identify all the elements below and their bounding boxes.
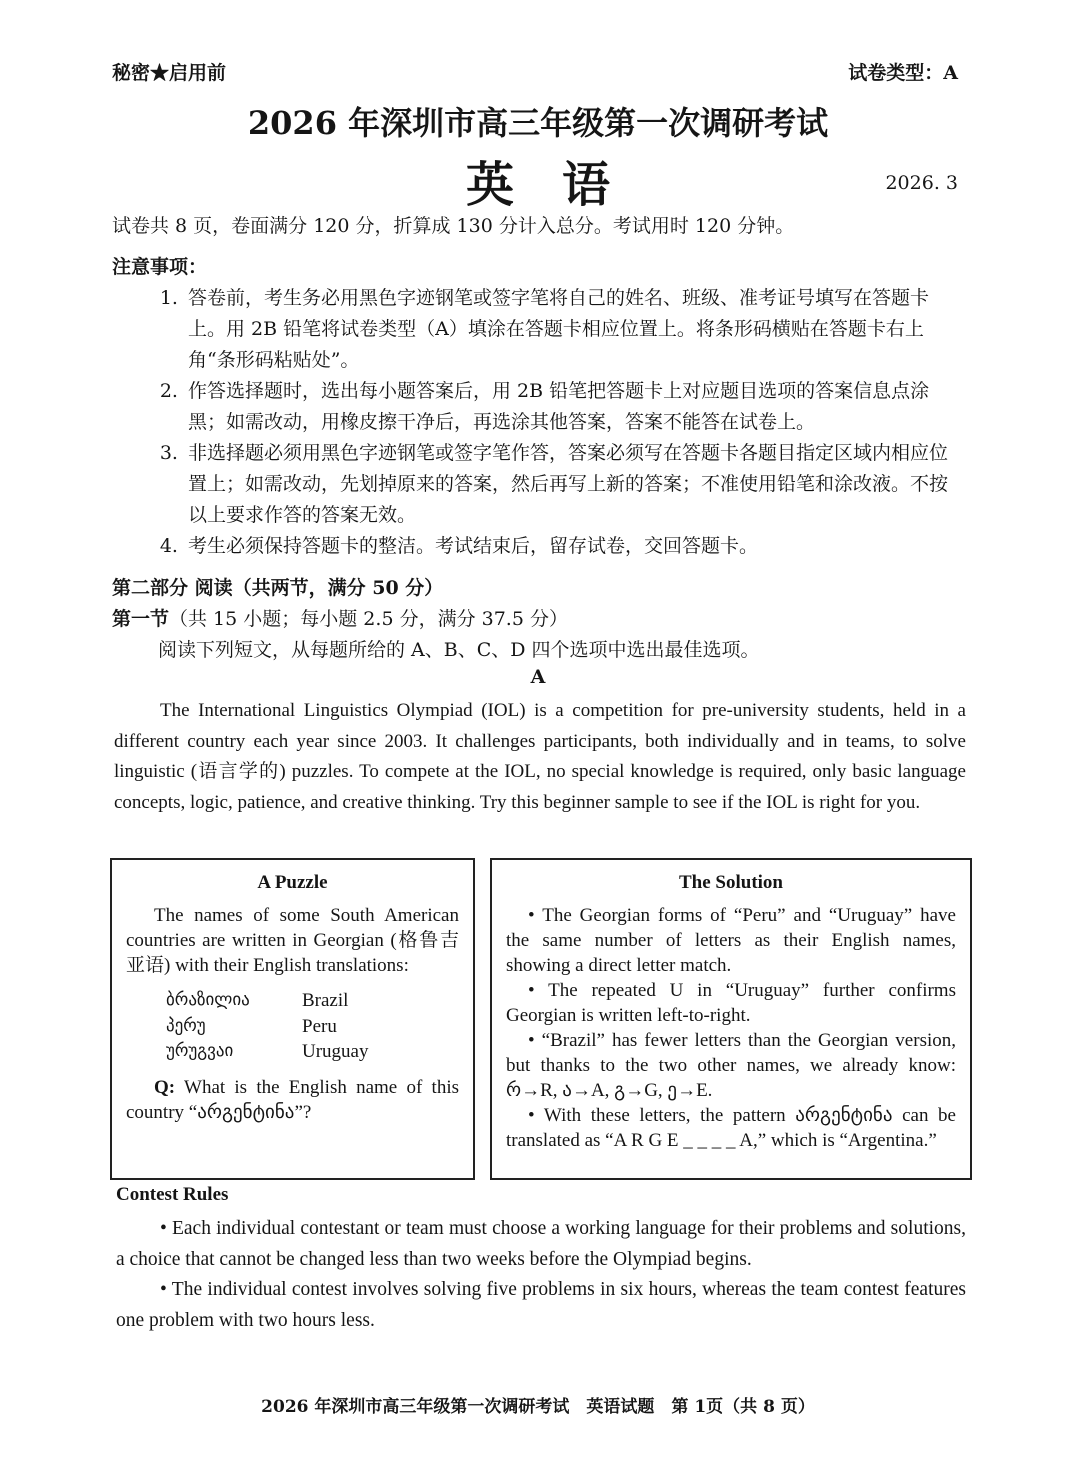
exam-date: 2026. 3 (885, 172, 958, 194)
paper-type-label: 试卷类型：A (848, 62, 958, 84)
notes-list (112, 283, 964, 562)
solution-title: The Solution (678, 872, 783, 893)
reading-instruction: 阅读下列短文，从每题所给的 A、B、C、D 四个选项中选出最佳选项。 (158, 639, 760, 661)
section-label: 第一节 (112, 608, 170, 630)
solution-bullet: • The Georgian forms of “Peru” and “Uruguay” have the same number of letters as their English names, showing a direct letter match. (506, 905, 956, 976)
exam-summary: 试卷共 8 页，卷面满分 120 分，折算成 130 分计入总分。考试用时 120 分钟。 (112, 215, 795, 237)
secret-label: 秘密★启用前 (112, 62, 227, 84)
translation-row (166, 1014, 459, 1040)
passage-label: A (530, 666, 546, 688)
passage-intro: The International Linguistics Olympiad (IOL) is a competition for pre-university students, held in a different country each year since 2003. It challenges participants, both individually and in teams, to solve linguistic (语言学的) puzzles. To compete at the IOL, no special knowledge is required, only basic language concepts, logic, patience, and creative thinking. Try this beginner sample to see if the IOL is right for you. (114, 700, 966, 813)
translation-row (166, 988, 459, 1014)
note-item: 1. 答卷前，考生务必用黑色字迹钢笔或签字笔将自己的姓名、班级、准考证号填写在答题卡上。用 2B 铅笔将试卷类型（A）填涂在答题卡相应位置上。将条形码横贴在答题卡右上角“条形码粘贴处”。 (184, 283, 964, 376)
puzzle-question (126, 1075, 459, 1125)
note-item: 4. 考生必须保持答题卡的整洁。考试结束后，留存试卷，交回答题卡。 (184, 531, 964, 562)
georgian-word: პერუ (166, 1015, 206, 1036)
section-detail: （共 15 小题；每小题 2.5 分，满分 37.5 分） (169, 608, 568, 630)
rule-item: • The individual contest involves solving five problems in six hours, whereas the team contest features one problem with two hours less. (116, 1279, 966, 1331)
solution-box (490, 858, 972, 1180)
rule-item: • Each individual contestant or team must choose a working language for their problems and solutions, a choice that cannot be changed less than two weeks before the Olympiad begins. (116, 1218, 966, 1270)
question-text: What is the English name of this country “არგენტინა”? (126, 1076, 459, 1123)
english-word: Uruguay (302, 1041, 369, 1063)
rules-title: Contest Rules (116, 1184, 229, 1205)
translation-list (166, 988, 459, 1065)
part-heading: 第二部分 阅读（共两节，满分 50 分） (112, 577, 444, 599)
notes-title: 注意事项： (112, 256, 208, 278)
georgian-word: ბრაზილია (166, 990, 250, 1011)
rules-list (116, 1214, 966, 1336)
section-heading (112, 604, 964, 635)
solution-bullet: • The repeated U in “Uruguay” further confirms Georgian is written left-to-right. (506, 980, 956, 1026)
note-item: 3. 非选择题必须用黑色字迹钢笔或签字笔作答，答案必须写在答题卡各题目指定区域内相应位置上；如需改动，先划掉原来的答案，然后再写上新的答案；不准使用铅笔和涂改液。不按以上要求作答的答案无效。 (184, 438, 964, 531)
english-word: Brazil (302, 990, 349, 1012)
puzzle-text: The names of some South American countries are written in Georgian (格鲁吉亚语) with their English translations: (126, 905, 459, 976)
puzzle-box (110, 858, 475, 1180)
puzzle-title: A Puzzle (257, 872, 328, 893)
page-footer: 2026 年深圳市高三年级第一次调研考试 英语试题 第 1页（共 8 页） (261, 1397, 815, 1417)
question-label: Q: (154, 1076, 176, 1098)
english-word: Peru (302, 1015, 337, 1037)
exam-title: 2026 年深圳市高三年级第一次调研考试 (247, 104, 829, 142)
subject-title: 英语 (465, 157, 658, 213)
translation-row (166, 1039, 459, 1065)
solution-bullet: • With these letters, the pattern არგენტინა can be translated as “A R G E _ _ _ _ A,” which is “Argentina.” (506, 1105, 956, 1151)
solution-bullet: • “Brazil” has fewer letters than the Georgian version, but thanks to the two other names, we already know: რ→R, ა→A, გ→G, ე→E. (506, 1030, 956, 1101)
georgian-word: ურუგვაი (166, 1041, 234, 1062)
note-item: 2. 作答选择题时，选出每小题答案后，用 2B 铅笔把答题卡上对应题目选项的答案信息点涂黑；如需改动，用橡皮擦干净后，再选涂其他答案，答案不能答在试卷上。 (184, 376, 964, 438)
